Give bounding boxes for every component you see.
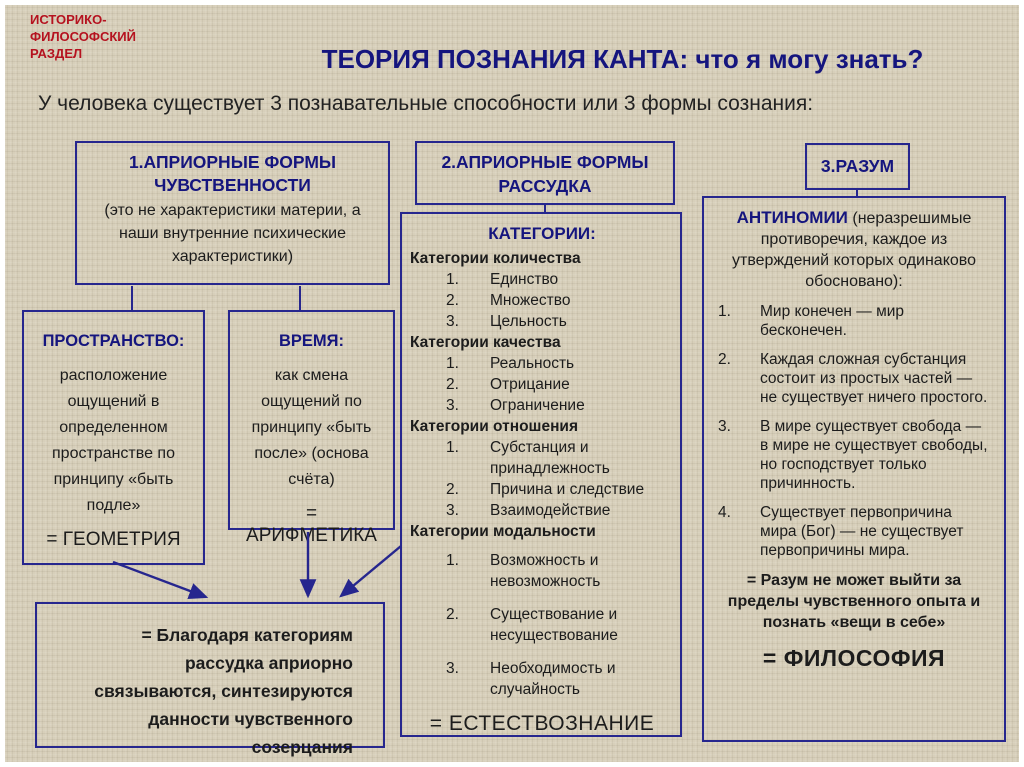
box-antinomies <box>702 196 1006 742</box>
box-apriori-forms-sensibility-note: (это не характеристики материи, а наши внутренние психические характеристики) <box>104 202 361 265</box>
antinomies-title: АНТИНОМИИ <box>736 208 848 227</box>
category-item: Множество <box>490 292 571 309</box>
category-item: Необходимость и случайность <box>490 660 616 698</box>
antinomies-header <box>712 207 996 292</box>
category-item: Ограничение <box>490 397 585 414</box>
box-synthesis-text: = Благодаря категориям рассудка априорно связываются, синтезируются данности чувственного созерцания <box>94 625 353 757</box>
box-time-body: как смена ощущений по принципу «быть после» (основа счёта) <box>251 367 372 488</box>
slide-title: ТЕОРИЯ ПОЗНАНИЯ КАНТА: что я могу знать? <box>321 44 924 74</box>
box-categories <box>400 212 682 737</box>
category-group-list <box>410 269 674 332</box>
box-time <box>228 310 395 546</box>
category-group-list <box>410 437 674 521</box>
antinomy-item: Существует первопричина мира (Бог) — не существует первопричины мира. <box>760 504 964 559</box>
category-group-name: Категории модальности <box>410 523 596 540</box>
antinomy-item: Мир конечен — мир бесконечен. <box>760 303 905 339</box>
box-time-title: ВРЕМЯ: <box>278 332 345 350</box>
antinomy-item: Каждая сложная субстанция состоит из простых частей — не существует ничего простого. <box>760 351 988 406</box>
box-time-result: = АРИФМЕТИКА <box>246 503 377 546</box>
category-item: Существование и несуществование <box>490 606 618 644</box>
slide-subtitle: У человека существует 3 познавательные способности или 3 формы сознания: <box>38 92 814 115</box>
box-apriori-forms-sensibility-title: 1.АПРИОРНЫЕ ФОРМЫ ЧУВСТВЕННОСТИ <box>128 152 337 195</box>
box-apriori-forms-reason <box>415 141 675 205</box>
section-label: ИСТОРИКО-ФИЛОСОФСКИЙ РАЗДЕЛ <box>30 12 136 61</box>
category-item: Субстанция и принадлежность <box>490 439 610 477</box>
antinomies-conclusion: = Разум не может выйти за пределы чувственного опыта и познать «вещи в себе» <box>727 572 981 631</box>
category-group-list <box>410 550 674 700</box>
category-item: Цельность <box>490 313 567 330</box>
antinomy-item: В мире существует свобода — в мире не существует свободы, но господствует только причинность. <box>760 418 988 492</box>
category-group-name: Категории количества <box>410 250 581 267</box>
box-apriori-forms-sensibility <box>75 141 390 285</box>
antinomies-note: (неразрешимые противоречия, каждое из утверждений которых одинаково обосновано): <box>731 210 976 290</box>
arrow-space-to-synthesis <box>113 562 206 597</box>
category-group-name: Категории качества <box>410 334 561 351</box>
box-space <box>22 310 205 565</box>
box-reason-title: 3.РАЗУМ <box>820 156 895 176</box>
category-group-name: Категории отношения <box>410 418 579 435</box>
category-group-list <box>410 353 674 416</box>
box-space-result: = ГЕОМЕТРИЯ <box>46 529 181 550</box>
category-item: Взаимодействие <box>490 502 611 519</box>
categories-title: КАТЕГОРИИ: <box>488 224 596 243</box>
category-item: Отрицание <box>490 376 570 393</box>
box-reason <box>805 143 910 190</box>
arrow-categories-to-synthesis <box>341 546 401 596</box>
box-apriori-forms-reason-title: 2.АПРИОРНЫЕ ФОРМЫ РАССУДКА <box>441 152 649 196</box>
box-space-title: ПРОСТРАНСТВО: <box>42 332 185 350</box>
category-item: Причина и следствие <box>490 481 645 498</box>
box-synthesis <box>35 602 385 757</box>
antinomies-result: = ФИЛОСОФИЯ <box>762 645 946 671</box>
antinomies-list <box>712 302 996 560</box>
box-space-body: расположение ощущений в определенном пространстве по принципу «быть подле» <box>52 367 175 514</box>
category-item: Возможность и невозможность <box>490 552 601 590</box>
category-item: Реальность <box>490 355 575 372</box>
category-item: Единство <box>490 271 559 288</box>
categories-result: = ЕСТЕСТВОЗНАНИЕ <box>429 712 655 735</box>
